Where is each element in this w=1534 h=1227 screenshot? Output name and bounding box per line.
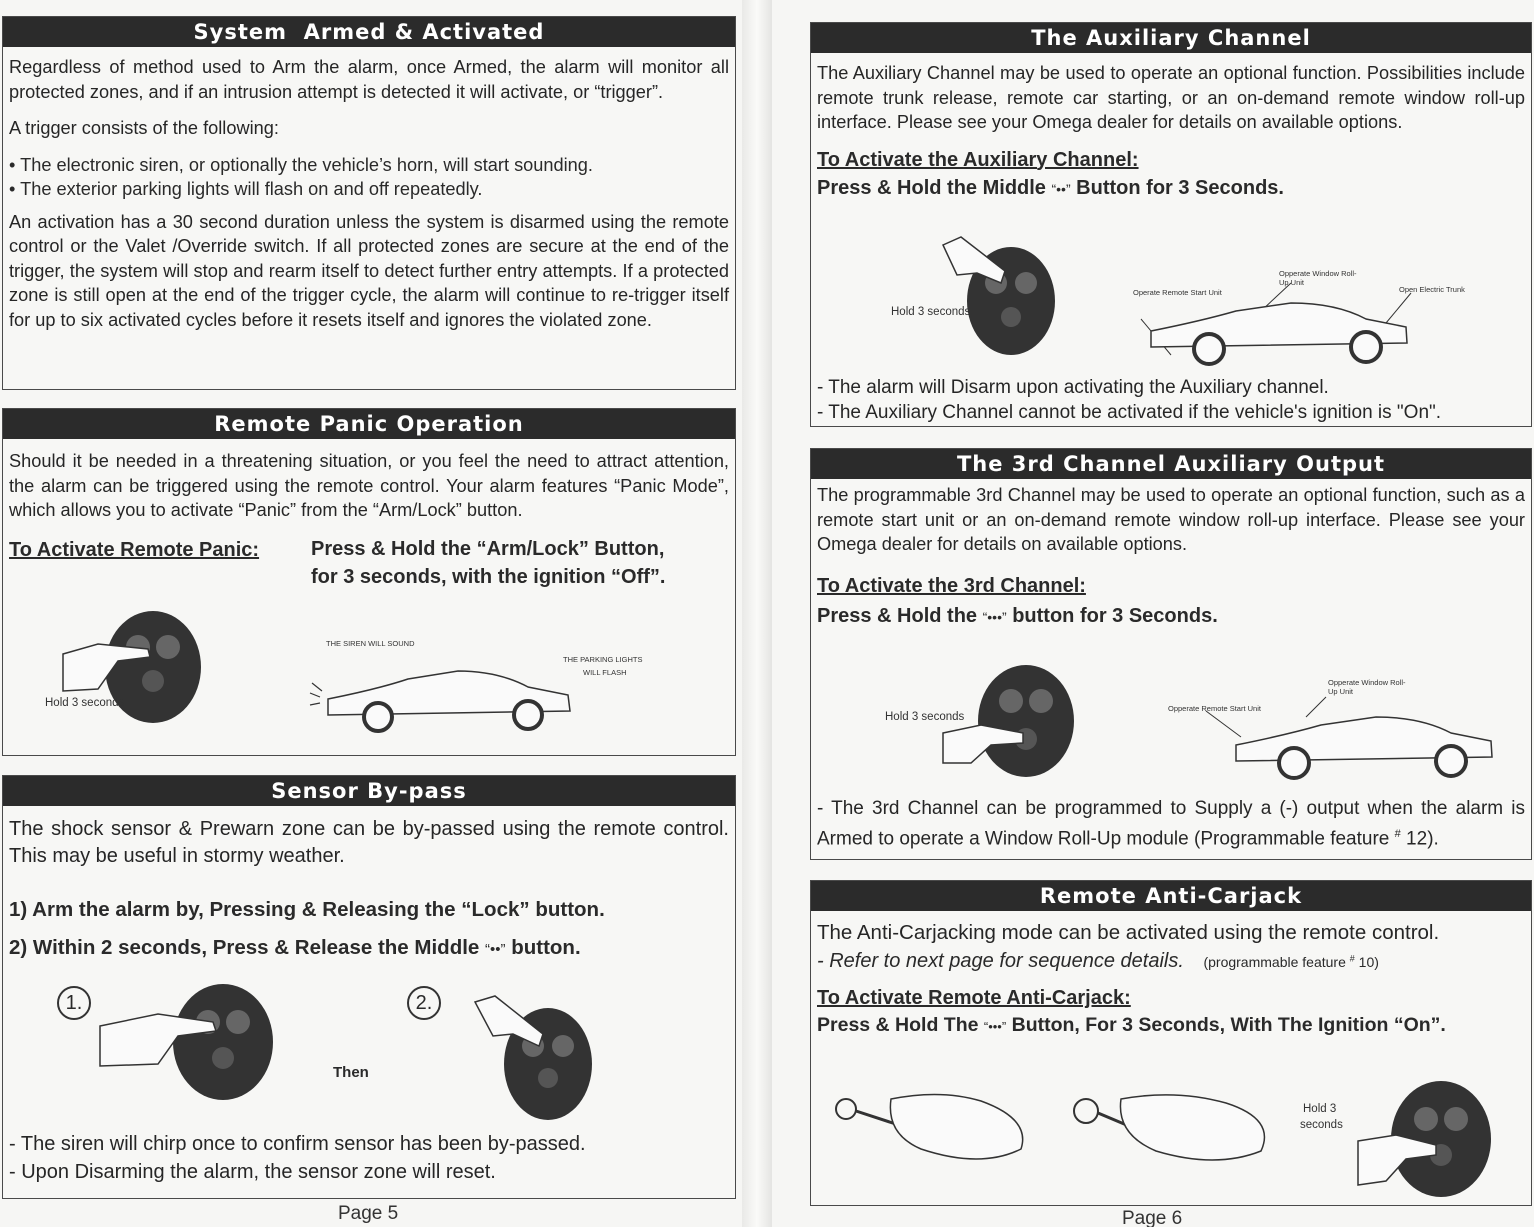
hold-label: Hold 3 seconds	[891, 306, 971, 318]
small-note-text: (programmable feature	[1203, 954, 1350, 970]
step-marker-1	[57, 986, 91, 1020]
section-auxiliary-channel	[810, 22, 1532, 427]
paragraph: The programmable 3rd Channel may be used to operate an optional function, such as a remote start unit or an on-demand remote window roll-up interface. Please see your Omega dealer for details on available options.	[817, 485, 1525, 554]
paragraph: Should it be needed in a threatening situation, or you feel the need to attract attention, the alarm can be triggered using the remote control. Your alarm features “Panic Mode”, which allows you to activate “Panic” from the “Arm/Lock” button.	[9, 451, 729, 520]
paragraph: The shock sensor & Prewarn zone can be by-passed using the remote control. This may be useful in stormy weather.	[9, 818, 729, 867]
remote-hand-illustration	[1356, 1081, 1516, 1201]
remote-hand-illustration	[473, 994, 593, 1124]
bullet-item: • The electronic siren, or optionally the vehicle’s horn, will start sounding.	[9, 154, 593, 175]
marker-label: 1.	[65, 992, 83, 1014]
callout-label: Opperate Remote Start Unit	[1168, 704, 1261, 713]
instruction-text	[811, 1014, 1531, 1037]
section-system-armed	[2, 16, 736, 390]
note-text: 12).	[1400, 827, 1439, 849]
callout-label: Opperate Window Roll-	[1328, 678, 1406, 687]
note: - The Auxiliary Channel cannot be activated if the vehicle's ignition is "On".	[817, 402, 1442, 423]
note: - The siren will chirp once to confirm sensor has been by-passed.	[9, 1133, 586, 1155]
note: - The alarm will Disarm upon activating the Auxiliary channel.	[817, 377, 1329, 398]
section-title: The 3rd Channel Auxiliary Output	[811, 449, 1531, 479]
step-2	[3, 934, 735, 964]
callout-label: Up Unit	[1279, 278, 1305, 287]
instruction-text	[811, 174, 1531, 203]
then-label: Then	[333, 1064, 369, 1081]
paragraph: The Anti-Carjacking mode can be activated using the remote control.	[817, 921, 1440, 944]
small-note-text: 10)	[1354, 954, 1379, 970]
car-illustration	[1226, 697, 1506, 797]
step-2-text: 2) Within 2 seconds, Press & Release the Middle	[9, 936, 486, 959]
section-title: Sensor By-pass	[3, 776, 735, 806]
step-marker-2	[407, 986, 441, 1020]
bullet-item: • The exterior parking lights will flash on and off repeatedly.	[9, 179, 483, 199]
callout-label: Up Unit	[1328, 687, 1354, 696]
instruction-text: Press & Hold the	[817, 604, 983, 627]
instruction-text: Press & Hold the “Arm/Lock” Button,	[311, 537, 665, 560]
marker-label: 2.	[415, 992, 433, 1014]
note-text: - The 3rd Channel can be programmed to Supply a (-) output when the alarm is Armed to operate a Window Roll-Up module (Programmable feature	[817, 798, 1525, 849]
page-number: Page 5	[338, 1203, 399, 1224]
callout-label: Operate Remote Start Unit	[1133, 288, 1222, 297]
paragraph: A trigger consists of the following:	[9, 118, 279, 138]
hash-mark: #	[1349, 953, 1355, 964]
paragraph	[811, 950, 1531, 973]
section-3rd-channel	[810, 448, 1532, 860]
dots-symbol: “••”	[1051, 180, 1071, 197]
instruction-text: Button, For 3 Seconds, With The Ignition “On”.	[1006, 1014, 1446, 1036]
paragraph: Regardless of method used to Arm the alarm, once Armed, the alarm will monitor all protected zones, and if an intrusion attempt is detected it will activate, or “trigger”.	[9, 57, 729, 102]
hold-label: seconds	[1300, 1119, 1343, 1131]
note: - Upon Disarming the alarm, the sensor zone will reset.	[9, 1161, 496, 1183]
refer-note: - Refer to next page for sequence details.	[817, 950, 1184, 972]
lights-label: THE PARKING LIGHTS	[563, 655, 643, 664]
lights-label: WILL FLASH	[583, 668, 627, 677]
instruction-text: Press & Hold The	[817, 1014, 984, 1036]
instruction-text: Press & Hold the Middle	[817, 176, 1052, 199]
remote-hand-illustration	[941, 663, 1101, 783]
section-title: Remote Anti-Carjack	[811, 881, 1531, 911]
book-gutter	[742, 0, 772, 1227]
page-5	[0, 0, 742, 1227]
callout-label: Opperate Window Roll-	[1279, 269, 1357, 278]
section-title: Remote Panic Operation	[3, 409, 735, 439]
hold-label: Hold 3 seconds	[45, 697, 125, 709]
section-title: System Armed & Activated	[3, 17, 735, 47]
paragraph: An activation has a 30 second duration unless the system is disarmed using the remote control or the Valet /Override switch. If all protected zones are secure at the end of the trigger, the system will stop and rearm itself to detect further entry attempts. If a protected zone is still open at the end of the trigger cycle, the alarm will continue to re-trigger itself for up to six activated cycles before it resets itself and ignores the violated zone.	[9, 211, 729, 330]
note	[811, 797, 1531, 851]
step-2-text: button.	[505, 936, 581, 959]
hold-label: Hold 3	[1303, 1103, 1337, 1115]
page-number: Page 6	[1122, 1208, 1183, 1227]
car-illustration	[1141, 283, 1421, 383]
remote-hand-illustration	[98, 986, 278, 1106]
dots-symbol: “•••”	[983, 1019, 1007, 1034]
hold-label: Hold 3 seconds	[885, 711, 965, 723]
dots-symbol: “•••”	[982, 608, 1007, 625]
section-anti-carjack	[810, 880, 1532, 1206]
instruction-heading: To Activate the Auxiliary Channel:	[817, 148, 1139, 171]
small-note	[1203, 954, 1378, 970]
hand-key-illustration	[1066, 1089, 1266, 1169]
section-sensor-bypass	[2, 775, 736, 1199]
instruction-heading: To Activate the 3rd Channel:	[817, 574, 1086, 597]
step-1: 1) Arm the alarm by, Pressing & Releasing the “Lock” button.	[9, 898, 605, 921]
paragraph: The Auxiliary Channel may be used to operate an optional function. Possibilities include remote trunk release, remote car starting, or an on-demand remote window roll-up interface. Please see your Omega dealer for details on available options.	[817, 63, 1525, 132]
section-title: The Auxiliary Channel	[811, 23, 1531, 53]
page-6	[772, 0, 1534, 1227]
instruction-text: button for 3 Seconds.	[1006, 604, 1218, 627]
callout-label: Open Electric Trunk	[1399, 285, 1465, 294]
instruction-heading: To Activate Remote Anti-Carjack:	[817, 987, 1131, 1009]
instruction-text: for 3 seconds, with the ignition “Off”.	[311, 565, 666, 588]
instruction-text: Button for 3 Seconds.	[1070, 176, 1284, 199]
remote-hand-illustration	[941, 235, 1061, 355]
section-remote-panic	[2, 408, 736, 756]
car-illustration	[318, 649, 578, 739]
instruction-text	[811, 602, 1531, 631]
instruction-heading: To Activate Remote Panic:	[9, 538, 260, 561]
dots-symbol: “••”	[485, 941, 506, 958]
hand-key-illustration	[831, 1089, 1031, 1169]
siren-label: THE SIREN WILL SOUND	[326, 639, 415, 648]
hash-mark: #	[1394, 827, 1401, 840]
